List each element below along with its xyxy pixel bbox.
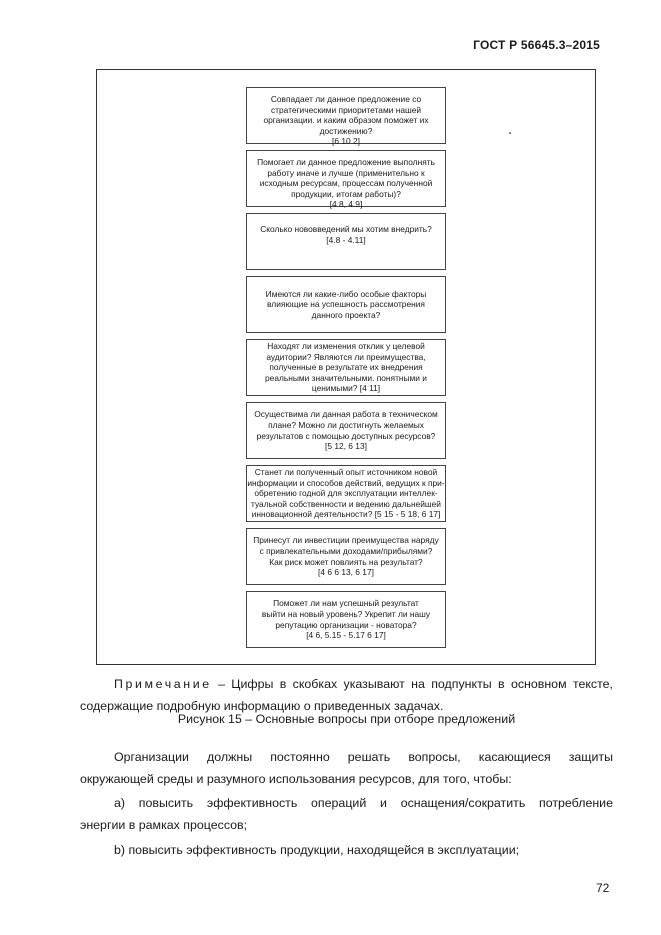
list-item-line: энергии в рамках процессов; xyxy=(80,818,248,832)
figure-caption: Рисунок 15 – Основные вопросы при отборе предложений xyxy=(177,712,516,726)
box-text: аудитории? Являются ли преимущества, xyxy=(266,351,426,362)
figure-note xyxy=(80,673,613,717)
note-label: Примечание xyxy=(114,677,212,691)
scan-artifact xyxy=(509,132,511,134)
flowchart-box-investment-benefits xyxy=(246,528,446,585)
page-number: 72 xyxy=(596,881,610,895)
flowchart-box-technical-feasibility xyxy=(246,402,446,459)
box-reference: [5 12, 6 13] xyxy=(325,441,367,452)
box-text: туальной собственности и ведению дальнейшей xyxy=(251,498,441,509)
box-text: стратегическими приоритетами нашей xyxy=(270,104,422,115)
box-reference: [4 6, 5.15 - 5.17 6 17] xyxy=(306,630,386,641)
paragraph-line: Организации должны постоянно решать вопросы, касающиеся защиты xyxy=(114,750,613,764)
flowchart-box-target-audience xyxy=(246,339,446,396)
list-item-a xyxy=(80,792,613,836)
box-text: полученные в результате их внедрения xyxy=(269,362,423,373)
flowchart-box-strategic-priorities xyxy=(246,87,446,147)
note-text: содержащие подробную информацию о приведенных задачах. xyxy=(80,699,444,713)
box-text: исходным ресурсам, процессам полученной xyxy=(259,178,433,189)
box-text: информации и способов действий, ведущих к при- xyxy=(247,477,445,488)
box-text: плане? Можно ли достигнуть желаемых xyxy=(268,419,424,430)
body-paragraph xyxy=(80,746,613,790)
box-text: Станет ли полученный опыт источником новой xyxy=(254,467,438,478)
box-text: реальными значительными. понятными и xyxy=(265,372,427,383)
box-text: организации. и каким образом поможет их xyxy=(263,115,429,126)
note-text: – Цифры в скобках указывают на подпункты в основном тексте, xyxy=(211,677,613,691)
box-text: Находят ли изменения отклик у целевой xyxy=(267,341,425,352)
box-reference: [4 6 6 13, 6 17] xyxy=(318,567,374,578)
flowchart-box-innovations-count xyxy=(246,213,446,270)
box-text: Совпадает ли данное предложение со xyxy=(270,94,422,104)
box-text: Поможет ли нам успешный результат xyxy=(273,598,419,609)
box-text: данного проекта? xyxy=(311,309,381,320)
box-text: с привлекательными доходами/прибылями? xyxy=(259,545,433,556)
list-item-line: a) повысить эффективность операций и оснащения/сократить потребление xyxy=(114,796,613,810)
box-text: влияющие на успешность рассмотрения xyxy=(267,299,425,310)
box-text: ценимыми? [4 11] xyxy=(311,383,381,394)
box-reference: [6 10 2] xyxy=(332,136,360,147)
box-reference: [4.8 - 4.11] xyxy=(326,234,366,245)
box-text: Как риск может повлиять на результат? xyxy=(269,556,423,567)
box-text: репутацию организации - новатора? xyxy=(275,619,417,630)
standard-designation: ГОСТ Р 56645.3–2015 xyxy=(473,38,600,52)
box-text: Сколько нововведений мы хотим внедрить? xyxy=(260,224,432,234)
box-text: результатов с помощью доступных ресурсов? xyxy=(256,430,436,441)
list-item-b xyxy=(80,839,613,861)
box-text: Имеются ли какие-либо особые факторы xyxy=(265,288,427,299)
flowchart-box-work-better xyxy=(246,150,446,210)
box-text: достижению? xyxy=(319,125,373,136)
flowchart-box-next-level xyxy=(246,591,446,648)
flowchart-box-special-factors xyxy=(246,276,446,333)
paragraph-line: окружающей среды и разумного использования ресурсов, для того, чтобы: xyxy=(80,772,512,786)
box-text: Осуществима ли данная работа в техническом xyxy=(254,409,438,420)
flowchart-box-new-knowledge xyxy=(246,465,446,522)
box-reference: [4 8, 4.9] xyxy=(329,199,363,210)
box-text: работу иначе и лучше (применительно к xyxy=(267,167,425,178)
box-text: Помогает ли данное предложение выполнять xyxy=(257,157,435,167)
box-text: обретению годной для эксплуатации интеллек- xyxy=(254,488,438,499)
list-item-line: b) повысить эффективность продукции, находящейся в эксплуатации; xyxy=(114,843,520,857)
box-text: продукции, итогам работы)? xyxy=(291,188,401,199)
box-text: выйти на новый уровень? Укрепит ли нашу xyxy=(261,608,431,619)
box-text: инновационной деятельности? [5 15 - 5 18, 6 17] xyxy=(251,509,441,520)
box-text: Принесут ли инвестиции преимущества наряду xyxy=(253,535,439,546)
